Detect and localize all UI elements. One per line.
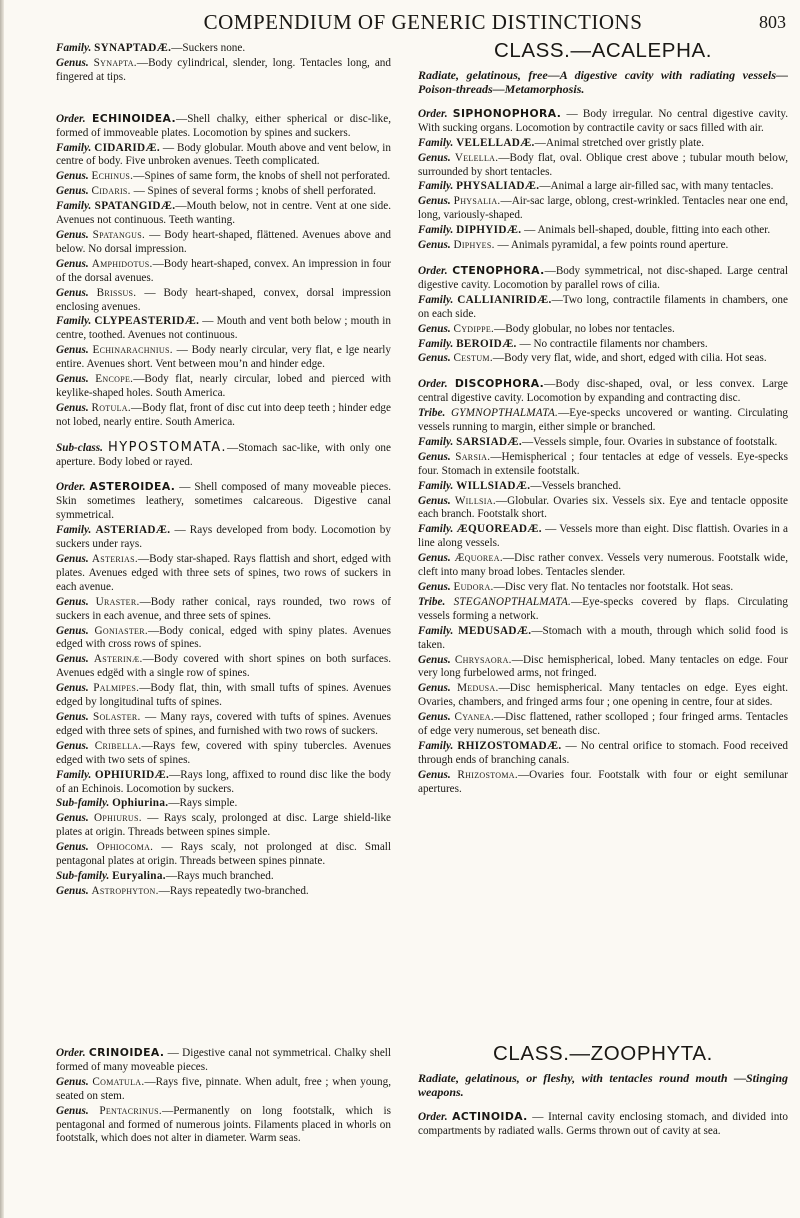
entry-callianiridae: Family. CALLIANIRIDÆ.—Two long, contractile filaments in chambers, one on each side. (418, 293, 788, 320)
entry-pentacrinus: Genus. Pentacrinus.—Permanently on long footstalk, which is pentagonal and formed of numerous joints. Filaments placed in whorls on footstalk, which does not alter in diameter. Warm seas. (56, 1104, 392, 1145)
entry-asteroidea: Order. ASTEROIDEA. — Shell composed of many moveable pieces. Skin sometimes leathery, sometimes calcareous. Digestive canal symmetrical. (56, 480, 391, 522)
entry-echinus: Genus. Echinus.—Spines of same form, the knobs of shell not perforated. (56, 170, 391, 183)
entry-diphyidae: Family. DIPHYIDÆ. — Animals bell-shaped, double, fitting into each other. (418, 224, 771, 237)
entry-chrysaora: Genus. Chrysaora.—Disc hemispherical, lobed. Many tentacles on edge. Four very long furbelowed arms, not fringed. (418, 653, 789, 680)
entry-cidaridae: Family. CIDARIDÆ. — Body globular. Mouth above and vent below, in centre of body. Five unbroken avenues. Teeth complicated. (56, 141, 391, 168)
entry-cyanea: Genus. Cyanea.—Disc flattened, rather scolloped ; four fringed arms. Tentacles of edge very numerous, set beneath disc. (418, 711, 789, 738)
entry-eudora: Genus. Eudora.—Disc very flat. No tentacles nor footstalk. Hot seas. (418, 581, 734, 593)
entry-palmipes: Genus. Palmipes.—Body flat, thin, with small tufts of spines. Avenues edged by longitudinal tufts of spines. (56, 682, 392, 709)
running-head (60, 8, 786, 32)
entry-sarsiadae: Family. SARSIADÆ.—Vessels simple, four. Ovaries in substance of footstalk. (418, 435, 778, 448)
entry-asterias: Genus. Asterias.—Body star-shaped. Rays flattish and short, edged with plates. Avenues edged with three sets of spines, two rows of suckers in each avenue. (56, 553, 391, 593)
class-subtitle-zoophyta: Radiate, gelatinous, or fleshy, with tentacles round mouth —Stinging weapons. (418, 1070, 788, 1100)
right-column-lower (418, 1042, 788, 1140)
entry-astrophyton: Genus. Astrophyton.—Rays repeatedly two-branched. (56, 884, 309, 897)
entry-ophiurus: Genus. Ophiurus. — Rays scaly, prolonged at disc. Large shield-like plates at origin. Threads between spines simple. (56, 812, 392, 839)
entry-cydippe: Genus. Cydippe.—Body globular, no lobes nor tentacles. (418, 322, 675, 335)
entry-beroidae: Family. BEROIDÆ. — No contractile filaments nor chambers. (418, 337, 708, 350)
entry-diphyes: Genus. Diphyes. — Animals pyramidal, a few points round aperture. (418, 239, 729, 252)
entry-gymnopthalmata: Tribe. GYMNOPTHALMATA.—Eye-specks uncovered or wanting. Circulating vessels running to margin, either simple or branched. (418, 407, 789, 434)
entry-synapta: Genus. Synapta.—Body cylindrical, slender, long. Tentacles long, and fingered at tips. (56, 56, 391, 83)
entry-amphidotus: Genus. Amphidotus.—Body heart-shaped, convex. An impression in four of the dorsal avenues. (56, 257, 391, 284)
entry-brissus: Genus. Brissus. — Body heart-shaped, convex, dorsal impression enclosing avenues. (56, 286, 392, 313)
page-gutter-shadow (0, 0, 4, 1218)
entry-sarsia: Genus. Sarsia.—Hemispherical ; four tentacles at edge of vessels. Eye-specks four. Stomach in extensile footstalk. (418, 450, 788, 477)
entry-velelladae: Family. VELELLADÆ.—Animal stretched over gristly plate. (418, 136, 704, 149)
entry-rhizostoma: Genus. Rhizostoma.—Ovaries four. Footstalk with four or eight semilunar apertures. (418, 768, 789, 795)
entry-ophiocoma: Genus. Ophiocoma. — Rays scaly, not prolonged at disc. Small pentagonal plates at origin. Threads between spines pinnate. (56, 841, 391, 868)
entry-synaptadae: Family. SYNAPTADÆ.—Suckers none. (56, 42, 246, 54)
entry-ophiurina: Sub-family. Ophiurina.—Rays simple. (56, 797, 238, 810)
entry-echinoidea: Order. ECHINOIDEA.—Shell chalky, either spherical or disc-like, formed of immoveable plates. Locomotion by spines and suckers. (56, 111, 392, 139)
entry-willsiadae: Family. WILLSIADÆ.—Vessels branched. (418, 479, 622, 492)
entry-steganopthalmata: Tribe. STEGANOPTHALMATA.—Eye-specks covered by flaps. Circulating vessels forming a network. (418, 595, 788, 622)
entry-cidaris: Genus. Cidaris. — Spines of several forms ; knobs of shell perforated. (56, 185, 376, 198)
entry-encope: Genus. Encope.—Body flat, nearly circular, lobed and pierced with keylike-shaped holes. South America. (56, 373, 391, 399)
class-subtitle-acalepha: Radiate, gelatinous, free—A digestive cavity with radiating vessels—Poison-threads—Metamorphosis. (418, 67, 788, 97)
entry-comatula: Genus. Comatula.—Rays five, pinnate. When adult, free ; when young, seated on stem. (56, 1075, 392, 1102)
entry-cribella: Genus. Cribella.—Rays few, covered with spiny tubercles. Avenues edged with two sets of spines. (56, 739, 392, 766)
entry-asteriadae: Family. ASTERIADÆ. — Rays developed from body. Locomotion by suckers under rays. (56, 524, 391, 551)
entry-aequoreadae: Family. ÆQUOREADÆ. — Vessels more than eight. Disc flattish. Ovaries in a line along vessels. (418, 523, 788, 550)
entry-solaster: Genus. Solaster. — Many rays, covered with tufts of spines. Avenues edged with three sets of spines, and furnished with two rows of suckers. (56, 710, 392, 737)
entry-actinoida: Order. ACTINOIDA. — Internal cavity enclosing stomach, and divided into compartments by radiated walls. Germs thrown out of cavity at sea. (418, 1109, 788, 1137)
entry-cestum: Genus. Cestum.—Body very flat, wide, and short, edged with cilia. Hot seas. (418, 352, 767, 365)
entry-spatangidae: Family. SPATANGIDÆ.—Mouth below, not in centre. Vent at one side. Avenues not continuous. Teeth wanting. (56, 200, 391, 227)
entry-medusa: Genus. Medusa.—Disc hemispherical. Many tentacles on edge. Eyes eight. Ovaries, chambers, and fringed arms four ; one opening in centre, four at sides. (418, 682, 788, 709)
entry-ophiuridae: Family. OPHIURIDÆ.—Rays long, affixed to round disc like the body of an Echinois. Locomotion by suckers. (56, 768, 392, 795)
entry-rotula: Genus. Rotula.—Body flat, front of disc cut into deep teeth ; hinder edge not lobed, nearly entire. South America. (56, 401, 391, 428)
entry-rhizostomadae: Family. RHIZOSTOMADÆ. — No central orifice to stomach. Food received through ends of branching canals. (418, 739, 788, 766)
entry-discophora: Order. DISCOPHORA.—Body disc-shaped, oval, or less convex. Large central digestive cavity. Locomotion by expanding and contracting disc. (418, 377, 789, 405)
entry-euryalina: Sub-family. Euryalina.—Rays much branched. (56, 869, 274, 882)
entry-hypostomata: Sub-class. HYPOSTOMATA.—Stomach sac-like, with only one aperture. Body lobed or rayed. (56, 439, 391, 468)
entry-asterinae: Genus. Asterinæ.—Body covered with short spines on both surfaces. Avenues edgëd with a single row of spines. (56, 653, 392, 680)
entry-willsia: Genus. Willsia.—Globular. Ovaries six. Vessels six. Eye and tentacle opposite each branch. Footstalk short. (418, 494, 788, 521)
class-title-zoophyta: CLASS.—ZOOPHYTA. (493, 1042, 713, 1065)
entry-physaliadae: Family. PHYSALIADÆ.—Animal a large air-filled sac, with many tentacles. (418, 180, 774, 193)
entry-medusadae: Family. MEDUSADÆ.—Stomach with a mouth, through which solid food is taken. (418, 624, 789, 651)
entry-crinoidea: Order. CRINOIDEA. — Digestive canal not symmetrical. Chalky shell formed of many moveable pieces. (56, 1046, 392, 1073)
entry-goniaster: Genus. Goniaster.—Body conical, edged with spiny plates. Avenues edged with cross rows of spines. (56, 624, 392, 651)
entry-ctenophora: Order. CTENOPHORA.—Body symmetrical, not disc-shaped. Large central digestive cavity. Locomotion by parallel rows of cilia. (418, 263, 789, 291)
entry-aequorea: Genus. Æquorea.—Disc rather convex. Vessels very numerous. Footstalk wide, cleft into many broad lobes. Tentacles slender. (418, 552, 789, 579)
page-number: 803 (759, 12, 786, 32)
left-column-lower (56, 1046, 391, 1147)
entry-velella: Genus. Velella.—Body flat, oval. Oblique crest above ; tubular mouth below, surrounded by short tentacles. (418, 151, 788, 178)
entry-uraster: Genus. Uraster.—Body rather conical, rays rounded, two rows of suckers in each avenue, and three sets of spines. (56, 595, 392, 622)
entry-physalia: Genus. Physalia.—Air-sac large, oblong, crest-wrinkled. Tentacles near one end, long, variously-shaped. (418, 195, 789, 222)
left-column (56, 42, 391, 900)
entry-clypeasteridae: Family. CLYPEASTERIDÆ. — Mouth and vent both below ; mouth in centre, toothed. Avenues not continuous. (56, 315, 391, 342)
running-title: COMPENDIUM OF GENERIC DISTINCTIONS (203, 10, 643, 34)
class-title-acalepha: CLASS.—ACALEPHA. (493, 39, 713, 62)
entry-echinarachnius: Genus. Echinarachnius. — Body nearly circular, very flat, e lge nearly entire. Avenues short. Vent between mou’n and hinder edge. (56, 344, 391, 371)
right-column (418, 39, 789, 798)
entry-siphonophora: Order. SIPHONOPHORA. — Body irregular. No central digestive cavity. With sucking organs. Locomotion by contractile cavity or sacs filled with air. (418, 106, 788, 134)
entry-spatangus: Genus. Spatangus. — Body heart-shaped, flättened. Avenues above and below. No dorsal impression. (56, 228, 392, 255)
